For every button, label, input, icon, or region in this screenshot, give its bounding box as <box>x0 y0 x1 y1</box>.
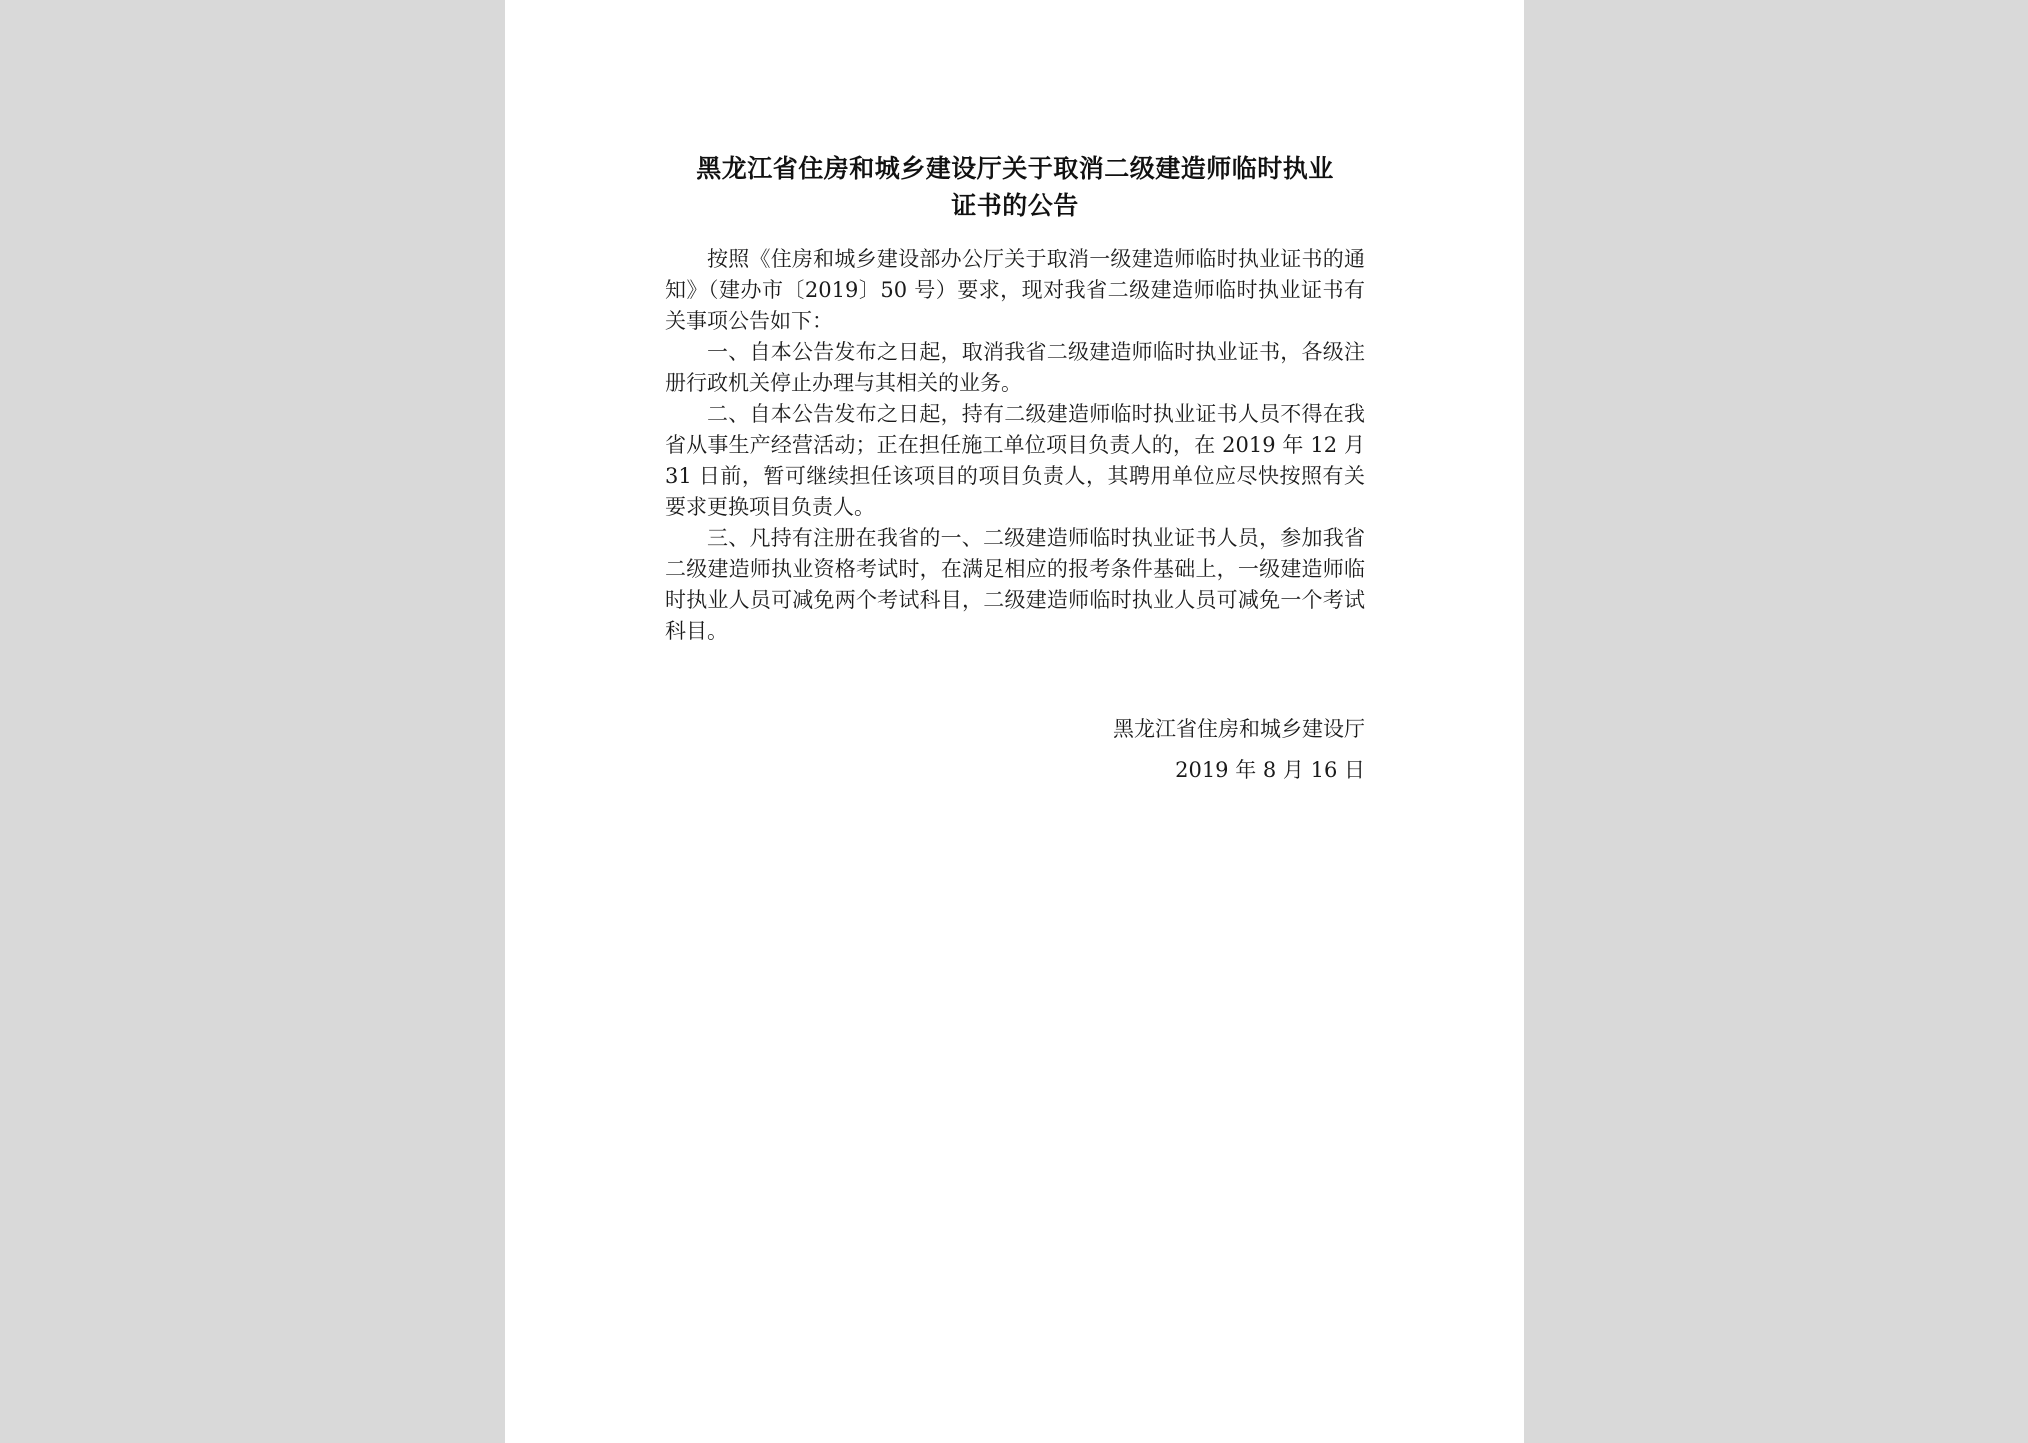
document-title <box>665 150 1365 224</box>
document-page <box>505 0 1524 1443</box>
document-body <box>665 244 1365 647</box>
signature-block <box>665 709 1365 791</box>
title-line-2: 证书的公告 <box>951 191 1079 220</box>
issue-date: 2019 年 8 月 16 日 <box>1175 758 1365 782</box>
clause-2-paragraph: 二、自本公告发布之日起，持有二级建造师临时执业证书人员不得在我省从事生产经营活动；正在担任施工单位项目负责人的，在 2019 年 12 月 31 日前，暂可继续担任该项目的项目负责人，其聘用单位应尽快按照有关要求更换项目负责人。 <box>665 402 1365 519</box>
document-content <box>665 150 1365 791</box>
issuer-name: 黑龙江省住房和城乡建设厅 <box>1113 717 1365 741</box>
clause-3-paragraph: 三、凡持有注册在我省的一、二级建造师临时执业证书人员，参加我省二级建造师执业资格考试时，在满足相应的报考条件基础上，一级建造师临时执业人员可减免两个考试科目，二级建造师临时执业人员可减免一个考试科目。 <box>665 526 1365 643</box>
intro-paragraph: 按照《住房和城乡建设部办公厅关于取消一级建造师临时执业证书的通知》（建办市〔2019〕50 号）要求，现对我省二级建造师临时执业证书有关事项公告如下： <box>665 247 1365 333</box>
title-line-1: 黑龙江省住房和城乡建设厅关于取消二级建造师临时执业 <box>696 154 1334 183</box>
clause-1-paragraph: 一、自本公告发布之日起，取消我省二级建造师临时执业证书，各级注册行政机关停止办理与其相关的业务。 <box>665 340 1365 395</box>
